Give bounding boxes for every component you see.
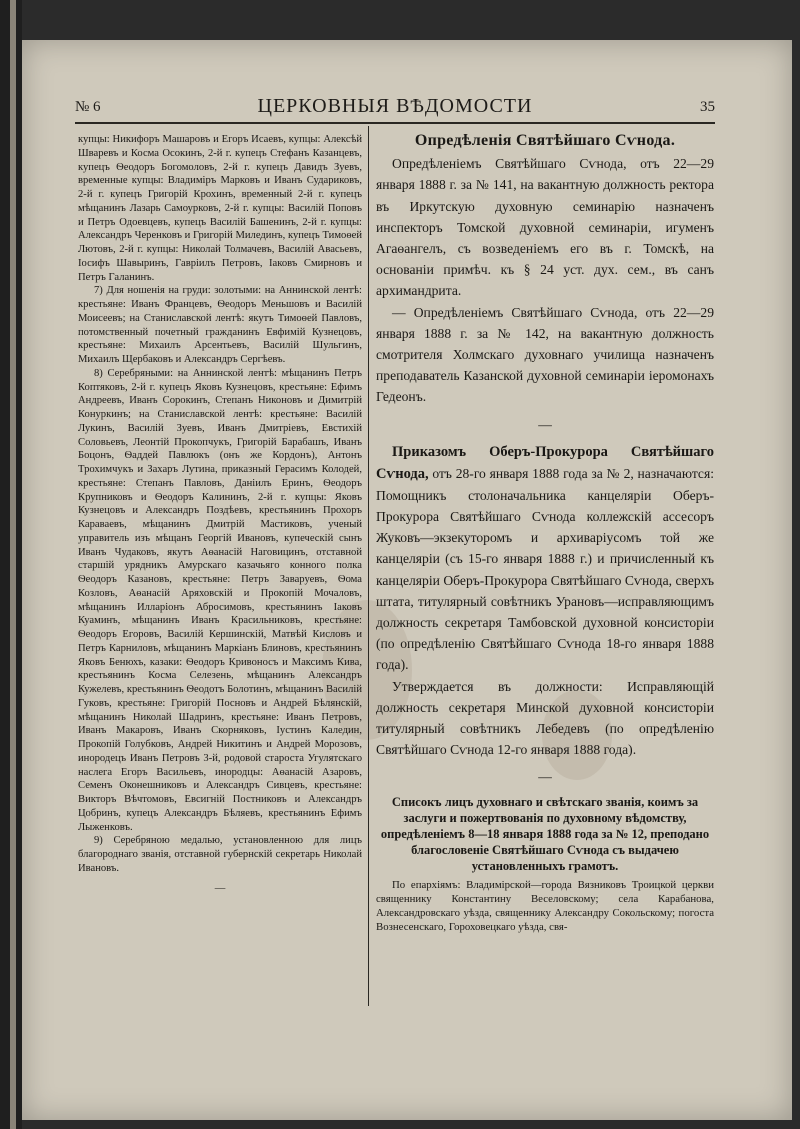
section-dash: — — [538, 416, 552, 432]
page-number: 35 — [700, 99, 715, 115]
right-paragraph: Опредѣленіемъ Святѣйшаго Сѵнода, отъ 22—29 января 1888 г. за № 141, на вакантную должность ректора въ Иркутскую духовную семинарію назначенъ инспекторъ Томской духовной семинаріи, игуменъ Агаѳангелъ, съ возведеніемъ его въ г. Томскѣ, на основаніи примѣч. къ § 24 уст. дух. сем., въ санъ архимандрита. — [376, 156, 714, 299]
order-text: отъ 28-го января 1888 года за № 2, назначаются: Помощникъ столоначальника канцеляріи Оберъ-Прокурора Святѣйшаго Сѵнода коллежскій ассесоръ Жуковъ—экзекуторомъ и архиваріусомъ той же канцеляріи (съ 15-го января 1888 г.) и причисленный къ канцеляріи Оберъ-Прокурора Святѣйшаго Сѵнода, сверхъ штата, титулярный совѣтникъ Урановъ—исправляющимъ должность секретаря Тамбовской духовной консисторіи (по опредѣленію Святѣйшаго Сѵнода 18-го января 1888 года). — [376, 465, 714, 673]
section-dash: — — [538, 769, 552, 785]
column-divider — [368, 126, 369, 1006]
journal-title: ЦЕРКОВНЫЯ ВѢДОМОСТИ — [257, 95, 533, 117]
confirm-text: Утверждается въ должности: Исправляющій должность секретаря Минской духовной консисторіи титулярный совѣтникъ Лебедевъ (по опредѣленію Святѣйшаго Сѵнода 12-го января 1888 года). — [376, 678, 714, 758]
issue-number: № 6 — [75, 99, 101, 115]
left-paragraph: 7) Для ношенія на груди: золотыми: на Аннинской лентѣ: крестьяне: Иванъ Францевъ, Ѳеодоръ Меньшовъ и Василій Моисеевъ; на Станиславской лентѣ: якутъ Тимоѳей Павловъ, потомственный почетный гражданинъ Евфимій Кузнецовъ, крестьяне: Михаилъ Арсентьевъ, Василій Шульгинъ, Михаилъ Щербаковъ и Александръ Сергѣевъ. — [78, 285, 362, 365]
left-paragraph: купцы: Никифоръ Машаровъ и Егоръ Исаевъ, купцы: Алексѣй Шваревъ и Косма Осокинъ, 2-й г. купецъ Стефанъ Казанцевъ, купецъ Ѳеодоръ Богомоловъ, 2-й г. купецъ Давидъ Зуевъ, временные купцы: Владиміръ Марковъ и Иванъ Судариковъ, 2-й г. купецъ Григорій Крохинъ, временный 2-й г. купецъ мѣщанинъ Лазарь Самоурковъ, 2-й г. купцы: Василій Поповъ и Петръ Одоевцевъ, купецъ Василій Башенинъ, 2-й г. купцы: Александръ Черенковъ и Григорій Милединъ, купецъ Тимоѳей Лютовъ, 2-й г. купцы: Николай Толмачевъ, Василій Авасьевъ, Іосифъ Шавыринъ, Гавріилъ Петровъ, Іаковъ Смирновъ и Петръ Галанинъ. — [78, 134, 362, 283]
page-header — [75, 95, 715, 119]
end-mark: — — [214, 882, 226, 894]
right-paragraph: — Опредѣленіемъ Святѣйшаго Сѵнода, отъ 22—29 января 1888 г. за № 142, на вакантную должность смотрителя Холмскаго духовнаго училища назначенъ преподаватель Казанской духовной семинаріи іеромонахъ Гедеонъ. — [376, 304, 714, 405]
list-text: По епархіямъ: Владимірской—города Вязниковъ Троицкой церкви священнику Константину Веселовскому; села Карабанова, Александровскаго уѣзда, священнику Александру Сокольскому; погоста Вознесенскаго, Гороховецкаго уѣзда, свя- — [376, 878, 714, 933]
left-paragraph: 9) Серебряною медалью, установленною для лицъ благороднаго званія, отставной губернскій секретарь Николай Ивановъ. — [78, 835, 362, 874]
left-column — [78, 133, 362, 895]
section-title: Опредѣленія Святѣйшаго Сѵнода. — [414, 132, 676, 149]
order-heading: Приказомъ Оберъ-Прокурора Святѣйшаго Сѵнода, — [376, 443, 714, 482]
list-heading: Списокъ лицъ духовнаго и свѣтскаго званія, коимъ за заслуги и пожертвованія по духовному вѣдомству, опредѣленіемъ 8—18 января 1888 года за № 12, преподано благословеніе Святѣйшаго Сѵнода съ выдачею установленныхъ грамотъ. — [380, 794, 710, 873]
left-paragraph: 8) Серебряными: на Аннинской лентѣ: мѣщанинъ Петръ Коптяковъ, 2-й г. купецъ Яковъ Кузнецовъ, крестьяне: Ефимъ Андреевъ, Иванъ Сорокинъ, Степанъ Никоновъ и Димитрій Конуркинъ; на Станиславской лентѣ: крестьяне: Василій Лукинъ, Василій Зуевъ, Иванъ Дмитріевъ, Евстихій Соловьевъ, Леонтій Прокопчукъ, Григорій Барабашъ, Иванъ Боцонъ, Ѳаддей Павлюкъ (онъ же Кордонъ), Антонъ Трохимчукъ и Захаръ Лутина, приказный Герасимъ Колодей, крестьяне: Степанъ Павловъ, Даніилъ Еринъ, Ѳеодоръ Крупниковъ и Ѳеодоръ Калининъ, 2-й г. купцы: Яковъ Кузнецовъ и Александръ Поздѣевъ, крестьянинъ Прохоръ Караваевъ, мѣщанинъ Дмитрій Мастиковъ, ученый управитель изъ мѣщанъ Георгій Ивановъ, купеческій сынъ Иванъ Чудаковъ, якутъ Аѳанасій Наговицинъ, отставной старшій урядникъ Амурскаго казачьяго конного полка Ѳеодоръ Казановъ, крестьяне: Петръ Заваруевъ, Ѳома Козловъ, Аѳанасій Аряховскій и Прокопій Мочаловъ, мѣщанинъ Илларіонъ Абросимовъ, крестьянинъ Іаковъ Куаминъ, мѣщанинъ Иванъ Красильниковъ, крестьяне: Ѳеодоръ Егоровъ, Василій Кершинскій, Матвѣй Кисловъ и Петръ Карниловъ, мѣщанинъ Маркіанъ Блиновъ, крестьянинъ Яковъ Бенюхъ, казаки: Ѳеодоръ Кривоносъ и Максимъ Кива, крестьянинъ Косма Селезень, мѣщанинъ Александръ Кужелевъ, крестьянинъ Ѳеодотъ Болотинъ, мѣщанинъ Василій Гуковъ, крестьяне: Григорій Посновъ и Андрей Бѣлянскій, мѣщанинъ Николай Шадринъ, крестьяне: Иванъ Петровъ, Иванъ Макаровъ, Иванъ Скорняковъ, Іустинъ Каледин, Прокопій Голубковъ, Андрей Никитинъ и Андрей Морозовъ, инородецъ Иванъ Петровъ 3-й, родовой староста Угулятскаго наслега Егоръ Васильевъ, инородцы: Аѳанасій Азаровъ, Семенъ Оконешниковъ и Александръ Сивцевъ, крестьяне: Викторъ Вѣчтомовъ, Евсигній Постниковъ и Александръ Цобринъ, купецъ Александръ Бѣляевъ, крестьянинъ Ефимъ Лыженковъ. — [78, 367, 362, 833]
right-column — [376, 128, 714, 934]
header-rule — [75, 122, 715, 124]
binding-edge — [10, 0, 16, 1129]
